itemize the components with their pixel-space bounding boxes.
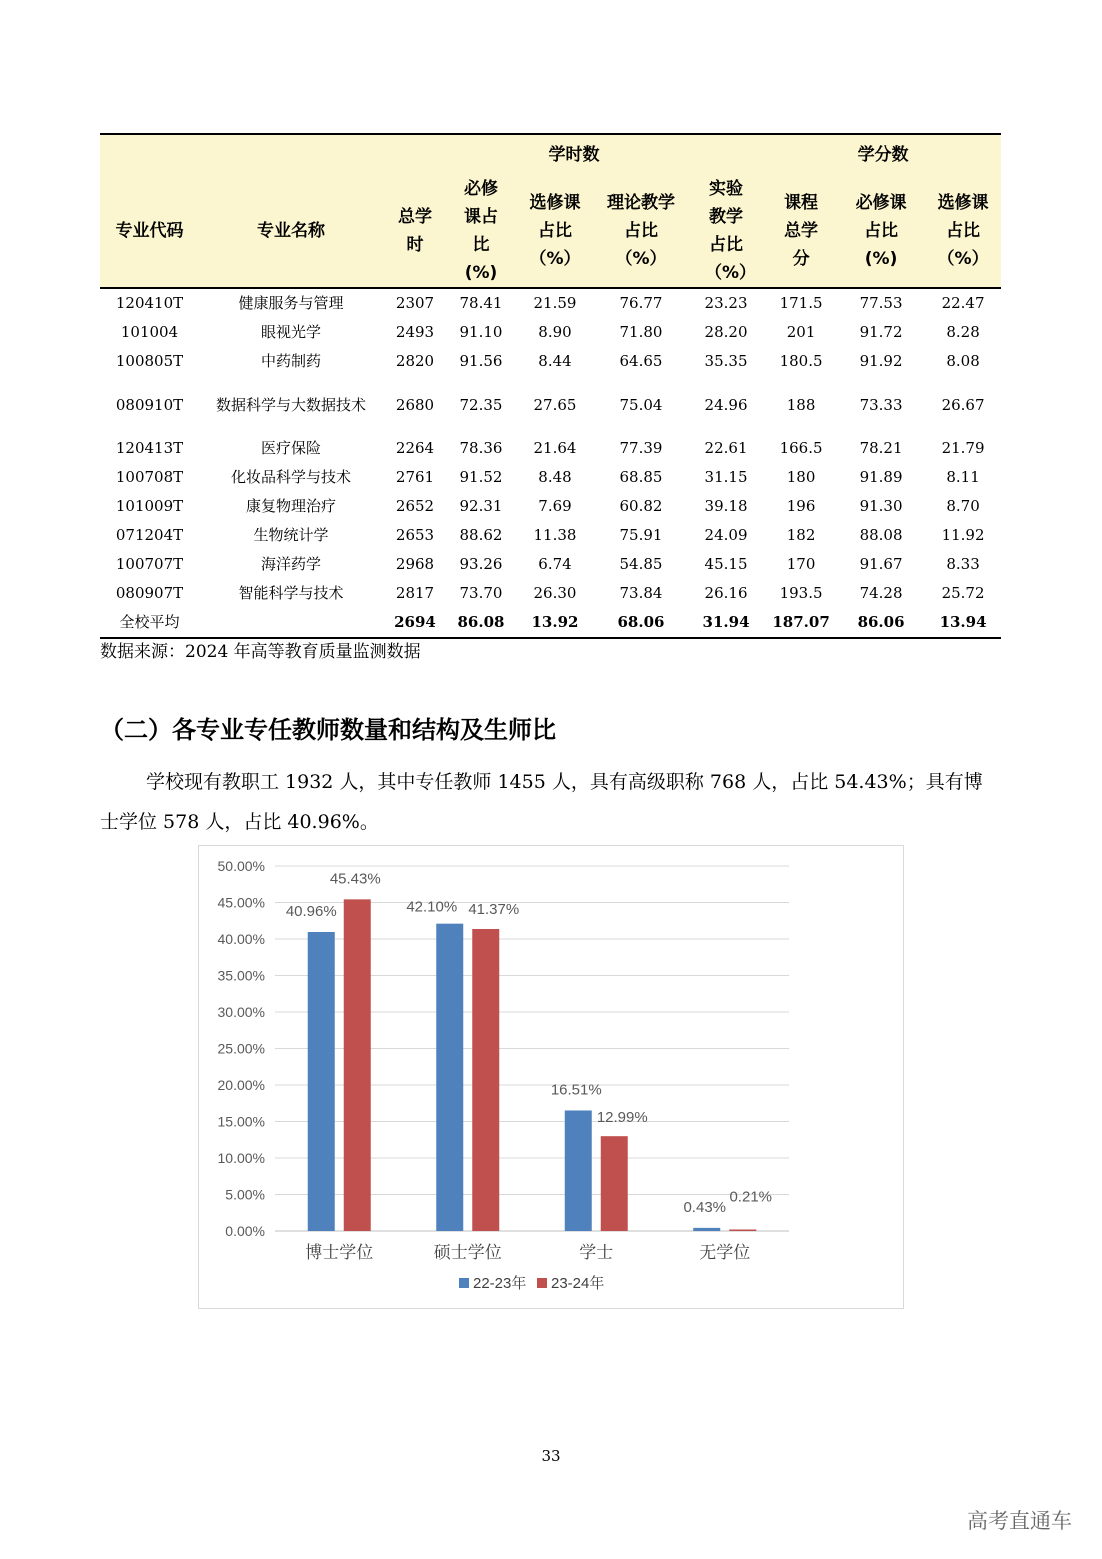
data-label: 16.51% (550, 1081, 602, 1099)
data-label: 12.99% (596, 1109, 648, 1127)
cell-lab: 28.20 (704, 323, 748, 341)
cell-total: 2968 (395, 555, 435, 573)
x-tick-label: 博士学位 (305, 1243, 374, 1262)
header-total-credits: 课程总学分 (765, 175, 837, 288)
header-lab-pct: 实验教学占比（%） (687, 175, 765, 288)
cell-lab: 31.15 (704, 468, 748, 486)
cell-celec: 22.47 (941, 294, 985, 312)
cell-celec: 8.70 (946, 497, 980, 515)
table-row (100, 550, 1001, 579)
cell-creq: 86.06 (837, 608, 925, 638)
cell-credits: 180 (786, 468, 816, 486)
cell-lab: 35.35 (704, 352, 748, 370)
cell-name: 海洋药学 (260, 555, 321, 573)
header-theory-pct: 理论教学占比（%） (595, 175, 687, 288)
cell-name: 智能科学与技术 (238, 584, 344, 602)
cell-credits: 201 (786, 323, 816, 341)
legend-swatch (459, 1278, 469, 1288)
cell-code: 100805T (115, 352, 184, 370)
source-note: 数据来源：2024 年高等教育质量监测数据 (100, 642, 421, 662)
legend-label: 22-23年 (473, 1275, 527, 1292)
cell-elec: 27.65 (533, 395, 577, 414)
cell-req: 88.62 (459, 526, 503, 544)
table-row (100, 376, 1001, 434)
curriculum-table (100, 133, 1001, 639)
legend-swatch (537, 1278, 547, 1288)
y-tick-label: 25.00% (217, 1040, 265, 1057)
cell-creq: 73.33 (859, 395, 903, 414)
page-number: 33 (541, 1447, 561, 1465)
y-tick-label: 30.00% (217, 1004, 265, 1020)
cell-credits: 193.5 (779, 584, 823, 602)
table-row (100, 434, 1001, 463)
cell-elec: 11.38 (533, 526, 577, 544)
cell-elec: 13.92 (515, 608, 595, 638)
cell-code: 100708T (115, 468, 184, 486)
cell-lab: 39.18 (704, 497, 748, 515)
cell-theory: 77.39 (619, 439, 663, 457)
cell-empty (199, 608, 383, 638)
cell-code: 071204T (115, 526, 184, 544)
data-label: 41.37% (468, 900, 520, 918)
cell-req: 91.56 (459, 352, 503, 370)
cell-theory: 71.80 (619, 323, 663, 341)
cell-total: 2761 (395, 468, 435, 486)
cell-creq: 91.67 (859, 555, 903, 573)
cell-elec: 7.69 (538, 497, 572, 515)
cell-total: 2652 (395, 497, 435, 515)
x-tick-label: 无学位 (699, 1243, 751, 1262)
y-tick-label: 45.00% (217, 894, 265, 911)
cell-total: 2307 (395, 294, 435, 312)
cell-celec: 25.72 (941, 584, 985, 602)
table-row (100, 579, 1001, 608)
cell-elec: 6.74 (538, 555, 572, 573)
header-group-hours: 学时数 (383, 134, 765, 175)
cell-lab: 45.15 (704, 555, 748, 573)
header-code: 专业代码 (100, 175, 199, 288)
data-label: 42.10% (406, 898, 458, 916)
cell-name: 数据科学与大数据技术 (215, 395, 366, 414)
cell-name: 健康服务与管理 (238, 294, 344, 312)
cell-elec: 21.64 (533, 439, 577, 457)
cell-elec: 8.44 (538, 352, 572, 370)
y-tick-label: 0.00% (225, 1223, 265, 1239)
header-total-hours: 总学时 (383, 175, 447, 288)
cell-credits: 196 (786, 497, 816, 515)
table-row (100, 347, 1001, 376)
cell-req: 91.10 (459, 323, 503, 341)
body-paragraph: 学校现有教职工 1932 人，其中专任教师 1455 人，具有高级职称 768 人，占比 54.43%；具有博士学位 578 人，占比 40.96%。 (100, 771, 983, 833)
table-row (100, 288, 1001, 318)
y-tick-label: 15.00% (217, 1113, 265, 1130)
cell-elec: 8.48 (538, 468, 572, 486)
cell-lab: 26.16 (704, 584, 748, 602)
degree-chart (198, 845, 904, 1309)
cell-elec: 21.59 (533, 294, 577, 312)
cell-credits: 182 (786, 526, 816, 544)
cell-name: 眼视光学 (260, 323, 321, 341)
cell-celec: 8.11 (946, 468, 980, 486)
cell-total: 2694 (383, 608, 447, 638)
watermark: 高考直通车 (967, 1509, 1072, 1533)
y-tick-label: 20.00% (217, 1077, 265, 1093)
bar (729, 1229, 756, 1231)
cell-code: 080910T (115, 395, 184, 414)
cell-creq: 78.21 (859, 439, 903, 457)
cell-celec: 8.08 (946, 352, 980, 370)
cell-celec: 8.28 (946, 323, 980, 341)
y-tick-label: 35.00% (217, 967, 265, 984)
cell-celec: 21.79 (941, 439, 985, 457)
cell-code: 101004 (120, 323, 179, 341)
bar (472, 929, 499, 1231)
cell-creq: 91.72 (859, 323, 903, 341)
cell-lab: 24.09 (704, 526, 748, 544)
cell-credits: 188 (786, 395, 816, 414)
cell-theory: 60.82 (619, 497, 663, 515)
data-label: 0.43% (683, 1198, 727, 1216)
header-spacer (199, 134, 383, 175)
cell-creq: 77.53 (859, 294, 903, 312)
cell-code: 120413T (115, 439, 184, 457)
y-tick-label: 40.00% (217, 931, 265, 947)
cell-req: 93.26 (459, 555, 503, 573)
legend-label: 23-24年 (551, 1275, 605, 1292)
header-name: 专业名称 (199, 175, 383, 288)
cell-req: 91.52 (459, 468, 503, 486)
cell-code: 120410T (115, 294, 184, 312)
cell-theory: 75.91 (619, 526, 663, 544)
cell-credits: 170 (786, 555, 816, 573)
y-tick-label: 10.00% (217, 1150, 265, 1166)
cell-creq: 88.08 (859, 526, 903, 544)
cell-theory: 75.04 (619, 395, 663, 414)
cell-total: 2680 (395, 395, 435, 414)
table-row (100, 492, 1001, 521)
header-spacer (100, 134, 199, 175)
bar (308, 932, 335, 1231)
cell-req: 86.08 (447, 608, 515, 638)
bar (344, 899, 371, 1231)
cell-total: 2817 (395, 584, 435, 602)
cell-total: 2493 (395, 323, 435, 341)
cell-lab: 23.23 (704, 294, 748, 312)
cell-average-label: 全校平均 (100, 608, 199, 638)
cell-name: 康复物理治疗 (245, 497, 336, 515)
cell-lab: 22.61 (704, 439, 748, 457)
cell-credits: 187.07 (765, 608, 837, 638)
cell-total: 2653 (395, 526, 435, 544)
header-elec-credit-pct: 选修课占比（%） (925, 175, 1001, 288)
cell-theory: 73.84 (619, 584, 663, 602)
cell-theory: 68.06 (595, 608, 687, 638)
cell-req: 78.41 (459, 294, 503, 312)
header-required-pct: 必修课占比(%) (447, 175, 515, 288)
cell-theory: 64.65 (619, 352, 663, 370)
table-row-average (100, 608, 1001, 638)
header-group-credits: 学分数 (765, 134, 1001, 175)
curriculum-table-wrap (100, 133, 1001, 639)
cell-code: 101009T (115, 497, 184, 515)
cell-creq: 91.92 (859, 352, 903, 370)
cell-theory: 76.77 (619, 294, 663, 312)
table-row (100, 521, 1001, 550)
x-tick-label: 学士 (579, 1243, 614, 1262)
header-req-credit-pct: 必修课占比(%) (837, 175, 925, 288)
bar (565, 1110, 592, 1231)
cell-req: 92.31 (459, 497, 503, 515)
cell-req: 78.36 (459, 439, 503, 457)
cell-credits: 171.5 (779, 294, 823, 312)
data-label: 45.43% (329, 870, 381, 888)
y-tick-label: 5.00% (225, 1186, 265, 1203)
chart-svg (199, 846, 903, 1308)
section-title: （二）各专业专任教师数量和结构及生师比 (100, 716, 556, 744)
cell-theory: 54.85 (619, 555, 663, 573)
data-label: 0.21% (729, 1188, 773, 1206)
cell-req: 72.35 (459, 395, 503, 414)
bar (436, 924, 463, 1231)
bar (693, 1228, 720, 1231)
cell-creq: 74.28 (859, 584, 903, 602)
cell-creq: 91.30 (859, 497, 903, 515)
cell-celec: 26.67 (941, 395, 985, 414)
cell-total: 2820 (395, 352, 435, 370)
cell-name: 医疗保险 (260, 439, 321, 457)
y-tick-label: 50.00% (217, 858, 265, 874)
cell-celec: 13.94 (925, 608, 1001, 638)
table-row (100, 463, 1001, 492)
x-tick-label: 硕士学位 (433, 1243, 502, 1262)
cell-elec: 26.30 (533, 584, 577, 602)
cell-credits: 166.5 (779, 439, 823, 457)
cell-lab: 31.94 (687, 608, 765, 638)
cell-code: 080907T (115, 584, 184, 602)
cell-name: 生物统计学 (253, 526, 329, 544)
cell-total: 2264 (395, 439, 435, 457)
cell-code: 100707T (115, 555, 184, 573)
cell-name: 化妆品科学与技术 (230, 468, 351, 486)
header-elective-pct: 选修课占比（%） (515, 175, 595, 288)
cell-theory: 68.85 (619, 468, 663, 486)
bar (601, 1136, 628, 1231)
data-label: 40.96% (285, 902, 337, 920)
cell-celec: 11.92 (941, 526, 985, 544)
cell-name: 中药制药 (260, 352, 321, 370)
cell-credits: 180.5 (779, 352, 823, 370)
table-row (100, 318, 1001, 347)
cell-req: 73.70 (459, 584, 503, 602)
cell-lab: 24.96 (704, 395, 748, 414)
cell-creq: 91.89 (859, 468, 903, 486)
cell-celec: 8.33 (946, 555, 980, 573)
cell-elec: 8.90 (538, 323, 572, 341)
